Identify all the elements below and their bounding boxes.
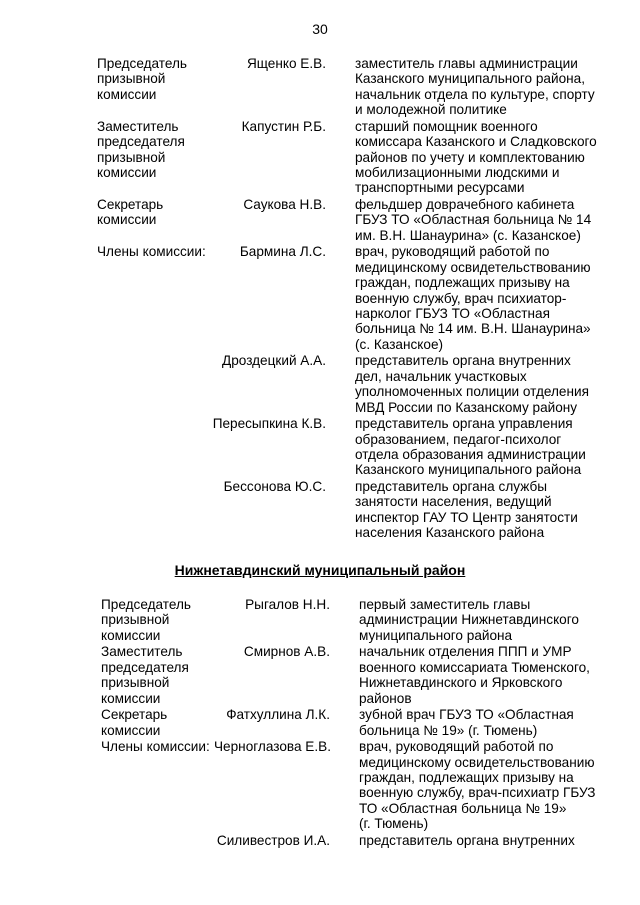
member-position bbox=[355, 479, 625, 541]
position-line: врач, руководящий работой по bbox=[359, 739, 554, 755]
position-line: начальник отдела по культуре, спорту bbox=[355, 86, 595, 102]
position-line: представитель органа службы bbox=[355, 479, 547, 494]
member-row bbox=[0, 739, 640, 831]
member-name: Рыгалов Н.Н. bbox=[245, 597, 330, 612]
role-line: призывной bbox=[97, 71, 166, 87]
role-line: комиссии bbox=[97, 212, 157, 228]
position-line: старший помощник военного bbox=[355, 118, 538, 134]
position-line: граждан, подлежащих призыву на bbox=[355, 275, 570, 291]
member-row bbox=[0, 353, 640, 415]
position-line: отдела образования администрации bbox=[355, 446, 586, 462]
role-line: председателя bbox=[101, 659, 189, 675]
role-line: призывной bbox=[97, 149, 166, 165]
role-line: Секретарь bbox=[101, 707, 168, 723]
position-line: Нижнетавдинского и Ярковского bbox=[359, 675, 563, 691]
position-line: уполномоченных полиции отделения bbox=[355, 384, 589, 400]
role-line: комиссии bbox=[101, 690, 161, 706]
position-line: образованием, педагог-психолог bbox=[355, 431, 562, 447]
member-name: Бессонова Ю.С. bbox=[223, 479, 326, 494]
position-line: администрации Нижнетавдинского bbox=[359, 612, 579, 628]
member-name: Ященко Е.В. bbox=[246, 56, 326, 71]
role-line: Секретарь bbox=[97, 197, 164, 212]
position-line: больница № 19» (г. Тюмень) bbox=[359, 722, 538, 738]
member-name: Пересыпкина К.В. bbox=[212, 416, 326, 432]
position-line: районов по учету и комплектованию bbox=[355, 149, 585, 165]
member-name: Черноглазова Е.В. bbox=[214, 739, 331, 755]
member-position bbox=[355, 197, 625, 243]
position-line: (г. Тюмень) bbox=[359, 816, 429, 832]
member-row bbox=[0, 597, 640, 643]
role-line: призывной bbox=[101, 612, 170, 628]
position-line: мобилизационными людскими и bbox=[355, 164, 560, 180]
page-number: 30 bbox=[312, 21, 328, 37]
member-row bbox=[0, 479, 640, 541]
member-name: Бармина Л.С. bbox=[239, 244, 326, 260]
position-line: представитель органа внутренних bbox=[359, 832, 575, 848]
role-line: Председатель bbox=[97, 56, 187, 71]
position-line: военную службу, врач-психиатр ГБУЗ bbox=[359, 785, 596, 801]
position-line: (с. Казанское) bbox=[355, 336, 444, 352]
member-position bbox=[359, 739, 629, 831]
position-line: МВД России по Казанскому району bbox=[355, 399, 578, 415]
position-line: инспектор ГАУ ТО Центр занятости bbox=[355, 509, 578, 525]
position-line: граждан, подлежащих призыву на bbox=[359, 769, 574, 785]
role-line: Заместитель bbox=[101, 644, 183, 660]
member-name: Саукова Н.В. bbox=[243, 197, 326, 212]
position-line: Казанского муниципального района, bbox=[355, 71, 585, 87]
member-row bbox=[0, 197, 640, 243]
member-name: Фатхуллина Л.К. bbox=[226, 707, 330, 723]
role-line: комиссии bbox=[101, 627, 161, 643]
position-line: военную службу, врач психиатор- bbox=[355, 290, 567, 306]
role-line: председателя bbox=[97, 134, 185, 150]
member-name: Смирнов А.В. bbox=[243, 644, 330, 660]
position-line: ТО «Областная больница № 19» bbox=[359, 800, 567, 816]
position-line: врач, руководящий работой по bbox=[355, 244, 550, 260]
position-line: медицинскому освидетельствованию bbox=[355, 259, 591, 275]
position-line: транспортными ресурсами bbox=[355, 180, 525, 196]
member-position bbox=[355, 244, 625, 352]
position-line: больница № 14 им. В.Н. Шанаурина» bbox=[355, 321, 591, 337]
member-name: Дроздецкий А.А. bbox=[222, 353, 326, 369]
member-position bbox=[359, 707, 629, 738]
position-line: начальник отделения ППП и УМР bbox=[359, 644, 572, 660]
section-title: Нижнетавдинский муниципальный район bbox=[174, 562, 466, 578]
position-line: дел, начальник участковых bbox=[355, 368, 527, 384]
position-line: районов bbox=[359, 690, 412, 706]
role-line: Заместитель bbox=[97, 118, 179, 134]
position-line: занятости населения, ведущий bbox=[355, 494, 552, 510]
member-position bbox=[355, 56, 625, 118]
member-row bbox=[0, 56, 640, 118]
position-line: представитель органа внутренних bbox=[355, 353, 571, 369]
member-row bbox=[0, 119, 640, 196]
member-row bbox=[0, 707, 640, 738]
member-position bbox=[359, 833, 629, 848]
member-position bbox=[355, 416, 625, 478]
role-line: Председатель bbox=[101, 597, 191, 612]
role-line: комиссии bbox=[97, 164, 157, 180]
position-line: первый заместитель главы bbox=[359, 597, 531, 612]
position-line: медицинскому освидетельствованию bbox=[359, 754, 595, 770]
position-line: населения Казанского района bbox=[355, 525, 545, 541]
position-line: заместитель главы администрации bbox=[355, 56, 578, 71]
member-row bbox=[0, 244, 640, 352]
member-row bbox=[0, 644, 640, 706]
position-line: военного комиссариата Тюменского, bbox=[359, 659, 590, 675]
member-position bbox=[355, 119, 625, 196]
position-line: нарколог ГБУЗ ТО «Областная bbox=[355, 305, 550, 321]
position-line: муниципального района bbox=[359, 627, 513, 643]
member-row bbox=[0, 833, 640, 848]
role-line: Члены комиссии: bbox=[101, 739, 210, 755]
role-line: комиссии bbox=[101, 722, 161, 738]
role-line: Члены комиссии: bbox=[97, 244, 206, 260]
role-line: комиссии bbox=[97, 86, 157, 102]
member-name: Силивестров И.А. bbox=[216, 832, 330, 848]
role-line: призывной bbox=[101, 675, 170, 691]
position-line: Казанского муниципального района bbox=[355, 462, 582, 478]
position-line: ГБУЗ ТО «Областная больница № 14 bbox=[355, 212, 592, 228]
position-line: им. В.Н. Шанаурина» (с. Казанское) bbox=[355, 227, 581, 243]
member-name: Капустин Р.Б. bbox=[241, 118, 326, 134]
member-row bbox=[0, 416, 640, 478]
position-line: зубной врач ГБУЗ ТО «Областная bbox=[359, 707, 574, 723]
member-position bbox=[355, 353, 625, 415]
position-line: фельдшер доврачебного кабинета bbox=[355, 197, 575, 212]
position-line: комиссара Казанского и Сладковского bbox=[355, 134, 597, 150]
position-line: и молодежной политике bbox=[355, 102, 507, 118]
position-line: представитель органа управления bbox=[355, 416, 573, 432]
member-position bbox=[359, 597, 629, 643]
member-position bbox=[359, 644, 629, 706]
